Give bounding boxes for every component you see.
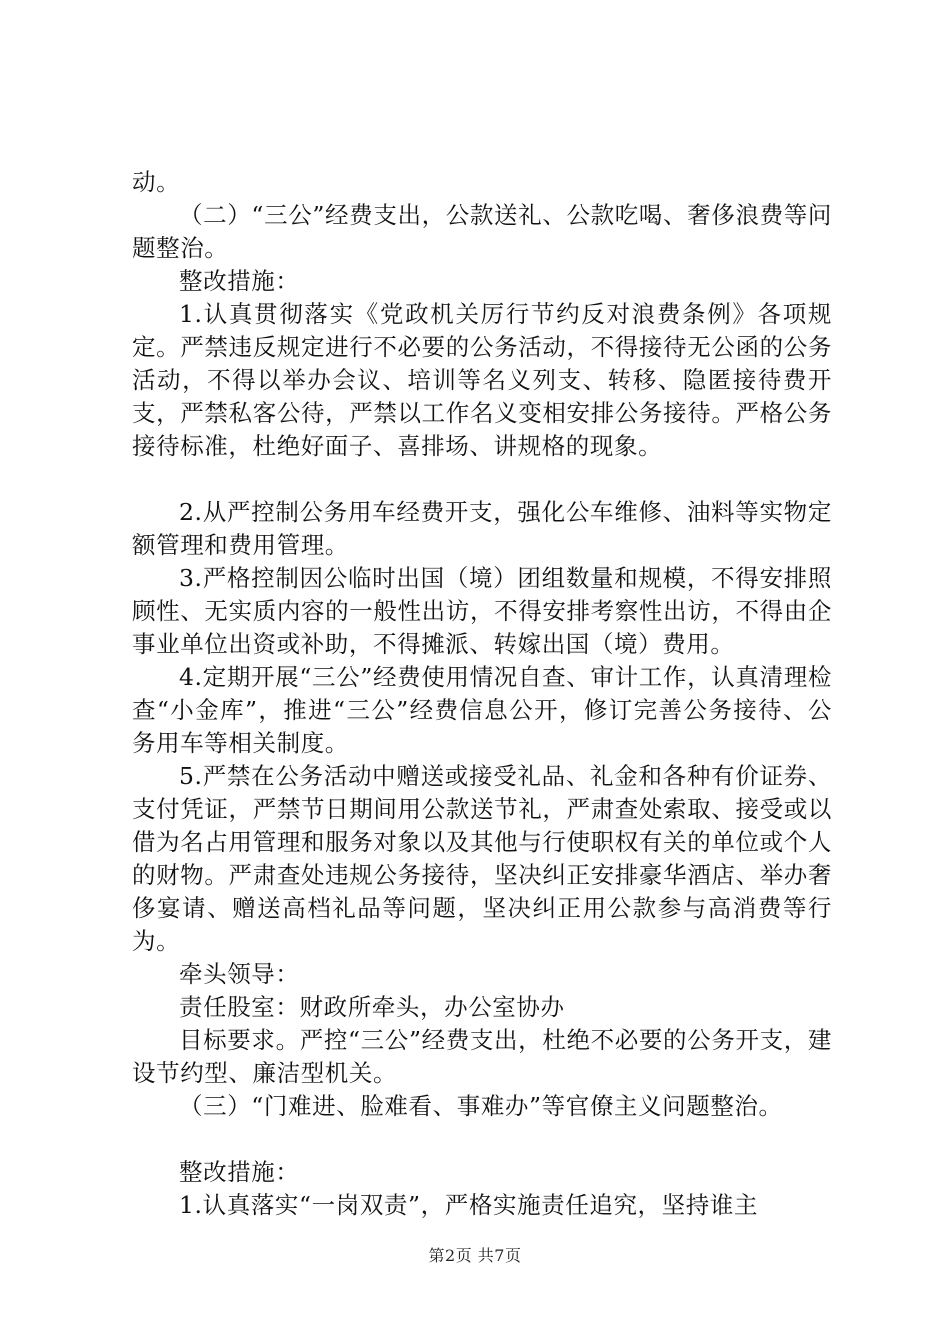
section-heading: （二）“三公”经费支出，公款送礼、公款吃喝、奢侈浪费等问题整治。	[132, 201, 832, 262]
paragraph: 责任股室：财政所牵头，办公室协办	[179, 993, 565, 1021]
paragraph-gap	[132, 1123, 832, 1156]
paragraph: 4.定期开展“三公”经费使用情况自查、审计工作，认真清理检查“小金库”，推进“三公”经费信息公开，修订完善公务接待、公务用车等相关制度。	[132, 663, 832, 757]
paragraph-gap	[132, 463, 832, 496]
paragraph-label: 整改措施：	[179, 1158, 300, 1186]
paragraph-label: 整改措施：	[179, 267, 300, 295]
paragraph: 动。	[132, 168, 181, 196]
document-body	[132, 166, 832, 1222]
paragraph-label: 牵头领导：	[179, 960, 300, 988]
section-heading: （三）“门难进、脸难看、事难办”等官僚主义问题整治。	[179, 1092, 783, 1120]
page-number: 第2页 共7页	[428, 1246, 522, 1265]
paragraph: 1.认真落实“一岗双责”，严格实施责任追究，坚持谁主	[179, 1191, 759, 1219]
paragraph: 2.从严控制公务用车经费开支，强化公车维修、油料等实物定额管理和费用管理。	[132, 498, 832, 559]
paragraph: 3.严格控制因公临时出国（境）团组数量和规模，不得安排照顾性、无实质内容的一般性出访，不得安排考察性出访，不得由企事业单位出资或补助，不得摊派、转嫁出国（境）费用。	[132, 564, 832, 658]
paragraph: 目标要求。严控“三公”经费支出，杜绝不必要的公务开支，建设节约型、廉洁型机关。	[132, 1026, 832, 1087]
paragraph: 1.认真贯彻落实《党政机关厉行节约反对浪费条例》各项规定。严禁违反规定进行不必要的公务活动，不得接待无公函的公务活动，不得以举办会议、培训等名义列支、转移、隐匿接待费开支，严禁私客公待，严禁以工作名义变相安排公务接待。严格公务接待标准，杜绝好面子、喜排场、讲规格的现象。	[132, 300, 832, 460]
paragraph: 5.严禁在公务活动中赠送或接受礼品、礼金和各种有价证券、支付凭证，严禁节日期间用公款送节礼，严肃查处索取、接受或以借为名占用管理和服务对象以及其他与行使职权有关的单位或个人的财物。严肃查处违规公务接待，坚决纠正安排豪华酒店、举办奢侈宴请、赠送高档礼品等问题，坚决纠正用公款参与高消费等行为。	[132, 762, 832, 955]
